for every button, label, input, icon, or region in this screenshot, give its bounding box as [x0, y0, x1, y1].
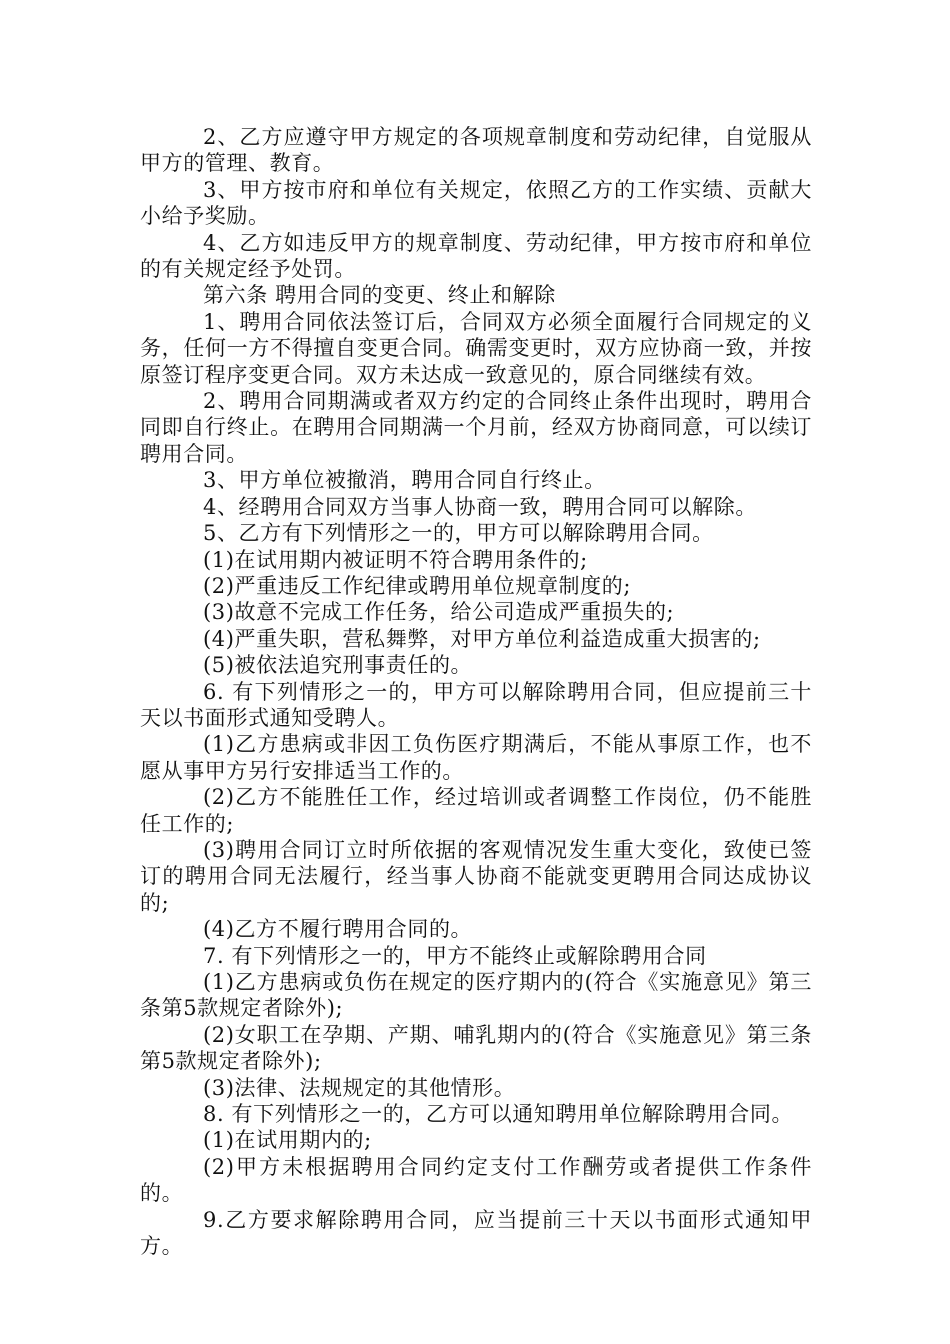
document-body	[140, 124, 812, 1259]
list-item: (4)严重失职，营私舞弊，对甲方单位利益造成重大损害的;	[203, 626, 761, 651]
list-item: (1)在试用期内的;	[203, 1128, 372, 1153]
list-item: (4)乙方不履行聘用合同的。	[203, 917, 473, 942]
list-item: (1)在试用期内被证明不符合聘用条件的;	[203, 547, 588, 572]
list-item: (2)乙方不能胜任工作，经过培训或者调整工作岗位，仍不能胜任工作的;	[140, 785, 812, 836]
clause-paragraph: 2、聘用合同期满或者双方约定的合同终止条件出现时，聘用合同即自行终止。在聘用合同期满一个月前，经双方协商同意，可以续订聘用合同。	[140, 389, 812, 466]
clause-paragraph: 3、甲方单位被撤消，聘用合同自行终止。	[203, 468, 606, 493]
list-item: (2)甲方未根据聘用合同约定支付工作酬劳或者提供工作条件的。	[140, 1154, 812, 1206]
clause-paragraph: 7. 有下列情形之一的，甲方不能终止或解除聘用合同	[203, 943, 707, 968]
list-item: (3)法律、法规规定的其他情形。	[203, 1075, 516, 1100]
clause-paragraph: 4、乙方如违反甲方的规章制度、劳动纪律，甲方按市府和单位的有关规定经予处罚。	[140, 230, 812, 282]
clause-paragraph: 8. 有下列情形之一的，乙方可以通知聘用单位解除聘用合同。	[203, 1102, 794, 1127]
clause-paragraph: 3、甲方按市府和单位有关规定，依照乙方的工作实绩、贡献大小给予奖励。	[140, 177, 812, 229]
clause-paragraph: 4、经聘用合同双方当事人协商一致，聘用合同可以解除。	[203, 494, 757, 519]
clause-paragraph: 5、乙方有下列情形之一的，甲方可以解除聘用合同。	[203, 521, 714, 546]
clause-paragraph: 9.乙方要求解除聘用合同，应当提前三十天以书面形式通知甲方。	[140, 1207, 812, 1259]
list-item: (3)故意不完成工作任务，给公司造成严重损失的;	[203, 600, 675, 625]
clause-paragraph: 6. 有下列情形之一的，甲方可以解除聘用合同，但应提前三十天以书面形式通知受聘人。	[140, 679, 812, 730]
clause-paragraph: 2、乙方应遵守甲方规定的各项规章制度和劳动纪律，自觉服从甲方的管理、教育。	[140, 125, 812, 176]
list-item: (2)严重违反工作纪律或聘用单位规章制度的;	[203, 573, 632, 598]
clause-paragraph: 1、聘用合同依法签订后，合同双方必须全面履行合同规定的义务，任何一方不得擅自变更合同。确需变更时，双方应协商一致，并按原签订程序变更合同。双方未达成一致意见的，原合同继续有效。	[140, 309, 812, 387]
article-heading: 第六条 聘用合同的变更、终止和解除	[203, 283, 556, 308]
list-item: (1)乙方患病或非因工负伤医疗期满后，不能从事原工作，也不愿从事甲方另行安排适当工作的。	[140, 732, 812, 783]
list-item: (5)被依法追究刑事责任的。	[203, 653, 473, 678]
list-item: (1)乙方患病或负伤在规定的医疗期内的(符合《实施意见》第三条第5款规定者除外);	[140, 970, 812, 1021]
list-item: (3)聘用合同订立时所依据的客观情况发生重大变化，致使已签订的聘用合同无法履行，经当事人协商不能就变更聘用合同达成协议的;	[140, 837, 812, 915]
list-item: (2)女职工在孕期、产期、哺乳期内的(符合《实施意见》第三条第5款规定者除外);	[140, 1022, 812, 1074]
